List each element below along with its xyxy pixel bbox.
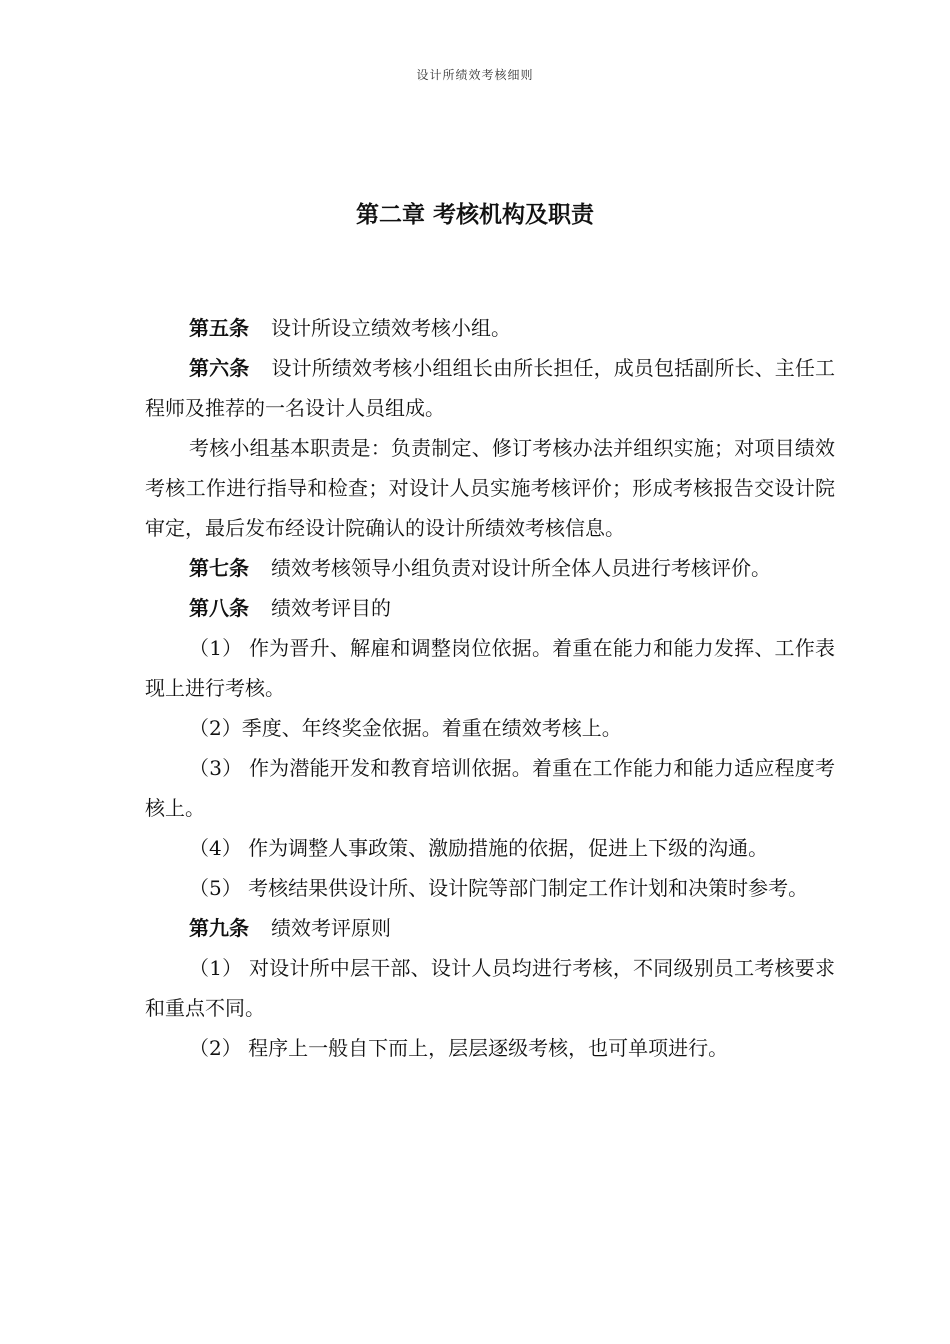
list-item xyxy=(145,708,835,748)
article-8 xyxy=(145,588,835,628)
article-label: 第七条 xyxy=(189,556,249,580)
article-text: 绩效考评原则 xyxy=(271,916,391,940)
article-label: 第八条 xyxy=(189,596,249,620)
article-6 xyxy=(145,348,835,428)
chapter-title: 第二章 考核机构及职责 xyxy=(355,202,594,228)
list-item-text: （4） 作为调整人事政策、激励措施的依据，促进上下级的沟通。 xyxy=(189,836,769,860)
article-7 xyxy=(145,548,835,588)
article-text: 设计所绩效考核小组组长由所长担任，成员包括副所长、主任工程师及推荐的一名设计人员组成。 xyxy=(145,356,836,420)
duties-paragraph xyxy=(145,428,835,548)
article-text: 设计所设立绩效考核小组。 xyxy=(271,316,511,340)
article-5 xyxy=(145,308,835,348)
paragraph-text: 考核小组基本职责是：负责制定、修订考核办法并组织实施；对项目绩效考核工作进行指导和检查；对设计人员实施考核评价；形成考核报告交设计院审定，最后发布经设计院确认的设计所绩效考核信息。 xyxy=(145,436,835,540)
list-item-text: （1） 作为晋升、解雇和调整岗位依据。着重在能力和能力发挥、工作表现上进行考核。 xyxy=(145,636,835,700)
article-label: 第九条 xyxy=(189,916,249,940)
article-label: 第五条 xyxy=(189,316,249,340)
article-9 xyxy=(145,908,835,948)
document-body xyxy=(145,308,835,1068)
list-item-text: （2）季度、年终奖金依据。着重在绩效考核上。 xyxy=(189,716,622,740)
running-header: 设计所绩效考核细则 xyxy=(416,68,534,82)
list-item xyxy=(145,828,835,868)
article-label: 第六条 xyxy=(189,356,250,380)
article-text: 绩效考核领导小组负责对设计所全体人员进行考核评价。 xyxy=(271,556,771,580)
list-item-text: （3） 作为潜能开发和教育培训依据。着重在工作能力和能力适应程度考核上。 xyxy=(145,756,835,820)
list-item-text: （1） 对设计所中层干部、设计人员均进行考核，不同级别员工考核要求和重点不同。 xyxy=(145,956,835,1020)
list-item xyxy=(145,948,835,1028)
list-item xyxy=(145,868,835,908)
article-text: 绩效考评目的 xyxy=(271,596,391,620)
list-item-text: （5） 考核结果供设计所、设计院等部门制定工作计划和决策时参考。 xyxy=(189,876,809,900)
list-item xyxy=(145,748,835,828)
list-item xyxy=(145,628,835,708)
list-item xyxy=(145,1028,835,1068)
list-item-text: （2） 程序上一般自下而上，层层逐级考核，也可单项进行。 xyxy=(189,1036,729,1060)
